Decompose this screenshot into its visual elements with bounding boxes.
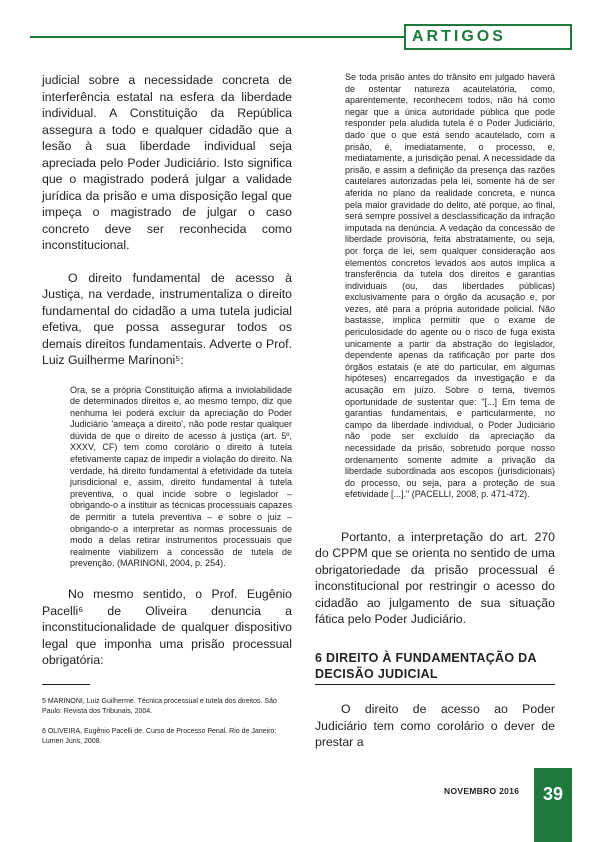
paragraph-3: No mesmo sentido, o Prof. Eugênio Pacelli⁶ de Oliveira denuncia a inconstitucionalidade de qualquer dispositivo legal que imponha uma prisão processual obrigatória:	[42, 587, 292, 667]
section-label: ARTIGOS	[404, 24, 572, 50]
section-heading	[315, 650, 555, 686]
footnote-6: 6 OLIVEIRA, Eugênio Pacelli de. Curso de Processo Penal. Rio de Janeiro: Lumen Juris, 2008.	[42, 728, 277, 745]
footnote-5: 5 MARINONI, Luiz Guilherme. Técnica processual e tutela dos direitos. São Paulo: Revista dos Tribunais, 2004.	[42, 698, 277, 715]
left-column	[42, 72, 292, 669]
right-column	[315, 72, 555, 751]
heading-text: 6 DIREITO À FUNDAMENTAÇÃO DA DECISÃO JUDICIAL	[315, 650, 537, 681]
paragraph-5: O direito de acesso ao Poder Judiciário tem como corolário o dever de prestar a	[315, 702, 555, 750]
paragraph-2: O direito fundamental de acesso à Justiça, na verdade, instrumentaliza o direito fundamental do cidadão a uma tutela judicial efetiva, que possa assegurar todos os demais direitos fundamentais. Adverte o Prof. Luiz Guilherme Marinoni⁵:	[42, 270, 292, 367]
footnote-rule	[42, 684, 90, 685]
header-rule	[30, 36, 404, 38]
heading-rule	[315, 684, 555, 686]
quote-marinoni: Ora, se a própria Constituição afirma a inviolabilidade de determinados direitos e, ao mesmo tempo, diz que nenhuma lei poderá excluir da apreciação do Poder Judiciário 'ameaça a direito', não pode restar qualquer dúvida de que o direito de acesso à justiça (art. 5º, XXXV, CF) tem como corolário o direito à tutela efetivamente capaz de impedir a violação do direito. Na verdade, há direito fundamental à efetividade da tutela jurisdicional e, assim, direito fundamental à tutela preventiva, o qual incide sobre o legislador – obrigando-o a instituir as técnicas processuais capazes de permitir a tutela preventiva – e sobre o juiz – obrigando-o a interpretar as normas processuais de modo a delas retirar instrumentos processuais que realmente viabilizem a concessão de tutela de prevenção. (MARINONI, 2004, p. 254).	[70, 384, 292, 569]
footer-date: NOVEMBRO 2016	[444, 786, 520, 796]
quote-pacelli: Se toda prisão antes do trânsito em julgado haverá de ostentar natureza acautelatória, como, aparentemente, reconhecem todos, não há como negar que a única autoridade pública que pode responder pela aludida tutela é o Poder Judiciário, dado que o que está sendo acautelado, com a prisão, é, imediatamente, o processo, e, mediatamente, a jurisdição penal. A necessidade da prisão, e assim a definição da presença das razões cautelares autorizadas pela lei, somente há de ser aferida no plano da realidade concreta, e nunca pela maior gravidade do delito, até porque, ao final, será sempre possível a desclassificação da infração imputada na denúncia. A vedação da concessão de liberdade provisória, feita abstratamente, ou seja, por força de lei, sem qualquer consideração aos elementos concretos levados aos autos implica a transferência da tutela dos direitos e garantias individuais (ou, das liberdades públicas) exclusivamente para o órgão da acusação e, por vezes, até para a própria autoridade policial. Não bastasse, implica permitir que o exame de periculosidade do agente ou o risco de fuga exista unicamente a partir da abstração do legislador, dependente apenas da ratificação por parte dos órgãos estatais (e até do particular, em algumas hipóteses) encarregados da investigação e da acusação em juízo. Sobre o tema, tivemos oportunidade de sustentar que: "[...] Em tema de garantias fundamentais, e particularmente, no campo da liberdade individual, o Poder Judiciário não pode ser excluído da apreciação da necessidade da prisão, sobretudo porque nosso ordenamento somente admite a privação da liberdade subordinada aos escopos (jurisdicionais) do processo, ou seja, para a proteção de sua efetividade [...]." (PACELLI, 2008, p. 471-472).	[345, 72, 555, 500]
paragraph-4: Portanto, a interpretação do art. 270 do CPPM que se orienta no sentido de uma obrigatoriedade da prisão processual é inconstitucional por restringir o acesso do cidadão ao julgamento de sua situação fática pelo Poder Judiciário.	[315, 529, 555, 627]
page-number: 39	[542, 784, 564, 804]
page-number-box	[534, 768, 572, 842]
paragraph-1: judicial sobre a necessidade concreta de interferência estatal na esfera da liberdade individual. A Constituição da República assegura a todo e qualquer cidadão que a lesão à sua liberdade individual seja apreciada pelo Poder Judiciário. Isto significa que o magistrado poderá julgar a validade jurídica da prisão e uma disposição legal que impeça o magistrado de julgar o caso concreto deve ser reconhecida como inconstitucional.	[42, 73, 292, 252]
